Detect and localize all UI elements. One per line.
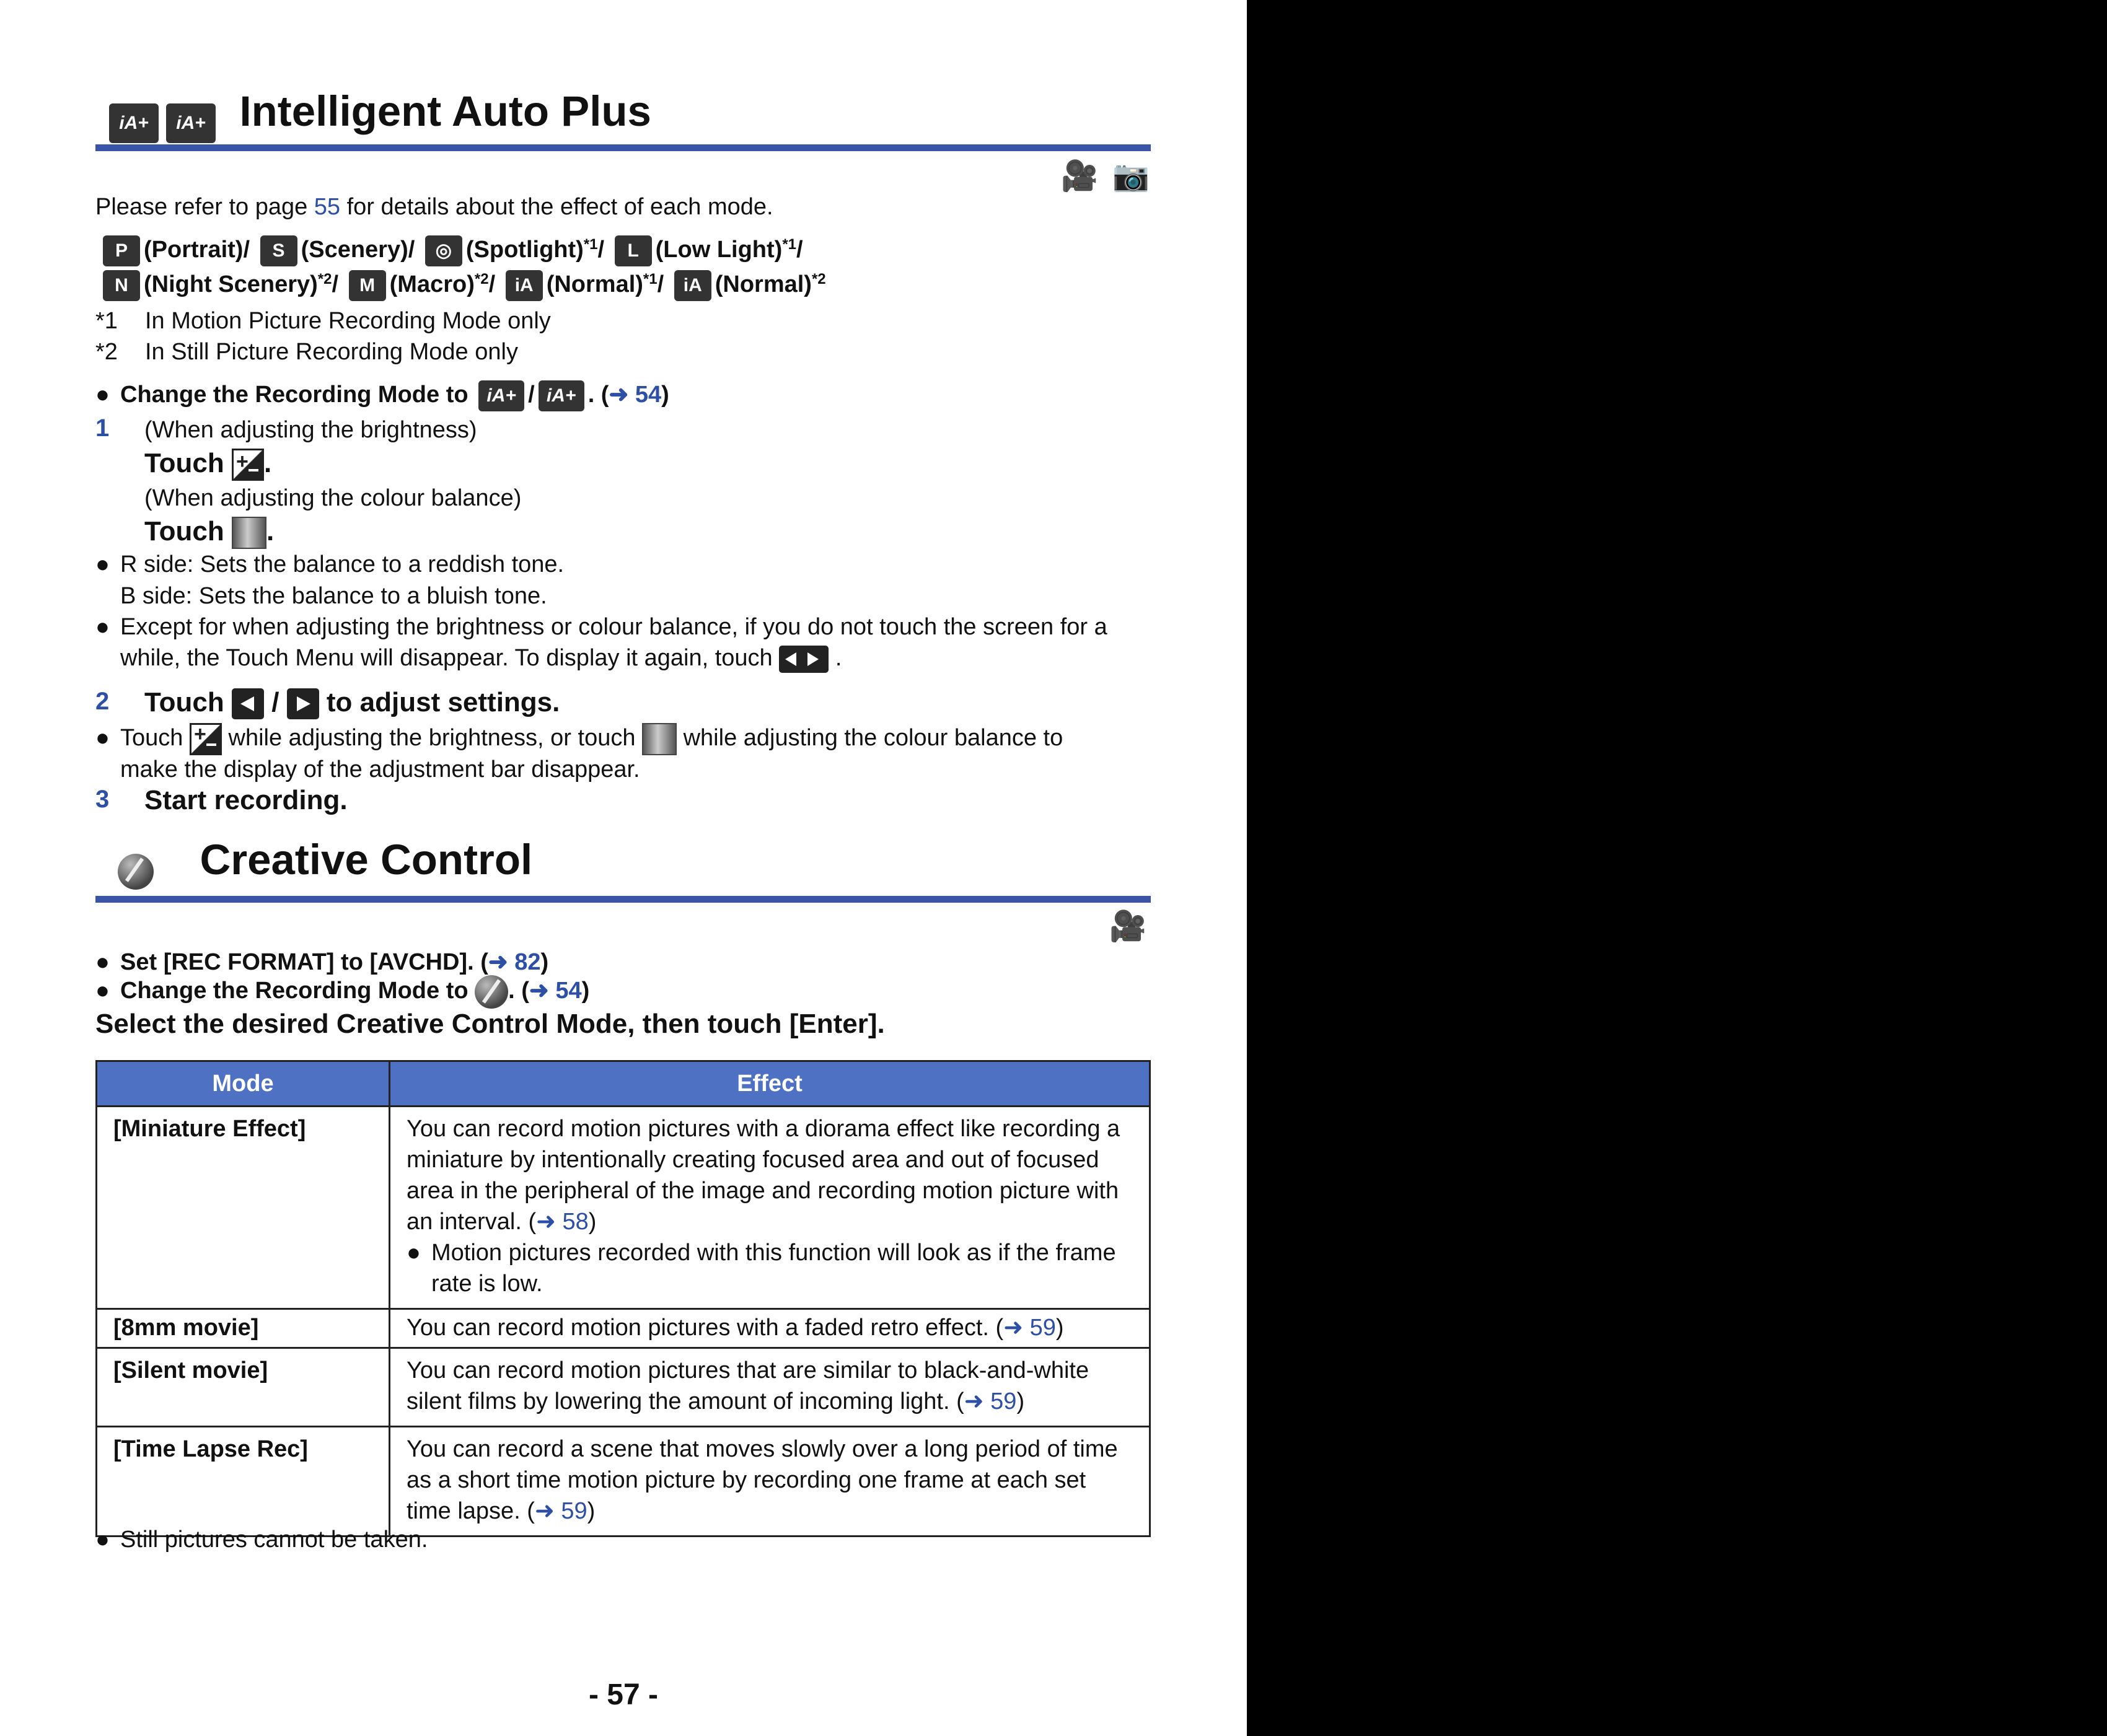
section2-header — [118, 835, 532, 890]
mode-cell: [Miniature Effect] — [97, 1107, 390, 1309]
black-margin — [1247, 0, 2107, 1736]
bullet-r-side: ● R side: Sets the balance to a reddish tone. — [95, 551, 565, 577]
page-link-59[interactable]: 59 — [990, 1388, 1017, 1414]
table-row — [97, 1107, 1150, 1309]
page-link-58[interactable]: 58 — [562, 1209, 589, 1235]
mode-cell: [Time Lapse Rec] — [97, 1427, 390, 1537]
effect-cell: You can record motion pictures with a diorama effect like recording a miniature by intentionally creating focused area and out of focused area in the peripheral of the image and recording motion picture with an interval. (➜ 58) ● Motion pictures recorded with this function will look as if the frame rate is low. — [390, 1107, 1150, 1309]
table-header-row — [97, 1061, 1150, 1107]
section1-rule — [95, 144, 1151, 151]
table-row — [97, 1427, 1150, 1537]
camera-icon: 📷 — [1112, 160, 1150, 193]
bullet: ● — [95, 382, 110, 408]
effect-cell: You can record motion pictures with a faded retro effect. (➜ 59) — [390, 1309, 1150, 1348]
footnote-2: *2 In Still Picture Recording Mode only — [95, 339, 518, 365]
bullet-b-side: B side: Sets the balance to a bluish tone. — [120, 583, 547, 609]
step-3-number: 3 — [95, 786, 110, 813]
creative-control-icon — [118, 854, 154, 890]
step-3-text: Start recording. — [144, 785, 348, 815]
header-mode: Mode — [97, 1061, 390, 1107]
normal-photo-icon: iA — [674, 270, 711, 301]
colour-balance-icon[interactable] — [642, 723, 677, 755]
set-format-line: ● Set [REC FORMAT] to [AVCHD]. (➜ 82) — [95, 949, 549, 975]
macro-icon: M — [349, 270, 386, 301]
night-scenery-icon: N — [103, 270, 140, 301]
step-1-touch-colour: Touch . — [144, 514, 274, 549]
header-effect: Effect — [390, 1061, 1150, 1107]
bullet-touch-2: make the display of the adjustment bar disappear. — [120, 756, 640, 783]
step-2-number: 2 — [95, 688, 110, 715]
low-light-icon: L — [615, 235, 652, 266]
normal-video-icon: iA — [506, 270, 543, 301]
mode-cell: [8mm movie] — [97, 1309, 390, 1348]
section1-header — [105, 87, 651, 143]
iA-plus-video-icon: iA+ — [478, 380, 524, 411]
step-1-condition-a: (When adjusting the brightness) — [144, 417, 477, 443]
iA-plus-photo-icon: iA+ — [539, 380, 584, 411]
modes-line-1: P (Portrait)/ S (Scenery)/ ◎ (Spotlight)$^{*1}$/ L (Low Light)$^{*1}$/ — [99, 234, 803, 266]
table-row — [97, 1309, 1150, 1348]
colour-balance-icon[interactable] — [232, 517, 266, 549]
left-arrow-icon[interactable] — [232, 688, 264, 719]
page-link-54[interactable]: 54 — [635, 382, 662, 408]
page-link-55[interactable]: 55 — [314, 194, 341, 220]
page-number: - 57 - — [588, 1678, 659, 1711]
effect-cell: You can record a scene that moves slowly over a long period of time as a short time motion picture by recording one frame at each set time lapse. (➜ 59) — [390, 1427, 1150, 1537]
footnote-1: *1 In Motion Picture Recording Mode only — [95, 308, 551, 334]
movie-camera-icon: 🎥 — [1109, 910, 1146, 943]
mode-cell: [Silent movie] — [97, 1348, 390, 1427]
step-1-number: 1 — [95, 414, 110, 442]
step-1-touch-brightness: Touch + . — [144, 446, 271, 481]
change-mode-line-2: ● Change the Recording Mode to . (➜ 54) — [95, 975, 589, 1009]
bullet-except-1: ● Except for when adjusting the brightness or colour balance, if you do not touch the screen for a — [95, 614, 1107, 640]
scenery-icon: S — [260, 235, 297, 266]
mode-icons — [1061, 158, 1150, 193]
section2-title: Creative Control — [200, 836, 533, 883]
step-1-condition-b: (When adjusting the colour balance) — [144, 485, 522, 511]
brightness-icon[interactable] — [232, 449, 264, 481]
left-right-arrows-icon[interactable] — [779, 646, 829, 673]
page-link-59[interactable]: 59 — [1029, 1315, 1056, 1341]
right-arrow-icon[interactable] — [287, 688, 319, 719]
table-row — [97, 1348, 1150, 1427]
page-link-54[interactable]: 54 — [555, 978, 582, 1004]
bullet-touch-1: ● Touch + while adjusting the brightness, or touch while adjusting the colour balance to — [95, 722, 1063, 755]
section2-rule — [95, 896, 1151, 903]
change-mode-line: ● Change the Recording Mode to iA+ / iA+ . (➜ 54) — [95, 379, 669, 411]
modes-line-2: N (Night Scenery)$^{*2}$/ M (Macro)$^{*2}$/ iA (Normal)$^{*1}$/ iA (Normal)$^{*2}$ — [99, 269, 826, 301]
effect-cell: You can record motion pictures that are similar to black-and-white silent films by lowering the amount of incoming light. (➜ 59) — [390, 1348, 1150, 1427]
brightness-icon[interactable] — [190, 723, 222, 755]
intelligent-auto-plus-video-icon: iA+ — [109, 103, 159, 143]
page-link-59[interactable]: 59 — [561, 1498, 587, 1524]
creative-control-icon — [475, 975, 508, 1009]
creative-control-table — [95, 1060, 1151, 1537]
spotlight-icon: ◎ — [425, 235, 462, 266]
section1-title: Intelligent Auto Plus — [239, 87, 651, 135]
page-link-82[interactable]: 82 — [514, 949, 541, 975]
instruction: Select the desired Creative Control Mode, then touch [Enter]. — [95, 1009, 885, 1039]
portrait-icon: P — [103, 235, 140, 266]
intelligent-auto-plus-photo-icon: iA+ — [166, 103, 216, 143]
step-2-text: Touch / to adjust settings. — [144, 685, 560, 720]
footnote-still: ● Still pictures cannot be taken. — [95, 1527, 428, 1553]
bullet-except-2: while, the Touch Menu will disappear. To display it again, touch . — [120, 642, 842, 673]
intro-text: Please refer to page 55 for details about the effect of each mode. — [95, 194, 773, 220]
movie-camera-icon: 🎥 — [1061, 160, 1098, 193]
